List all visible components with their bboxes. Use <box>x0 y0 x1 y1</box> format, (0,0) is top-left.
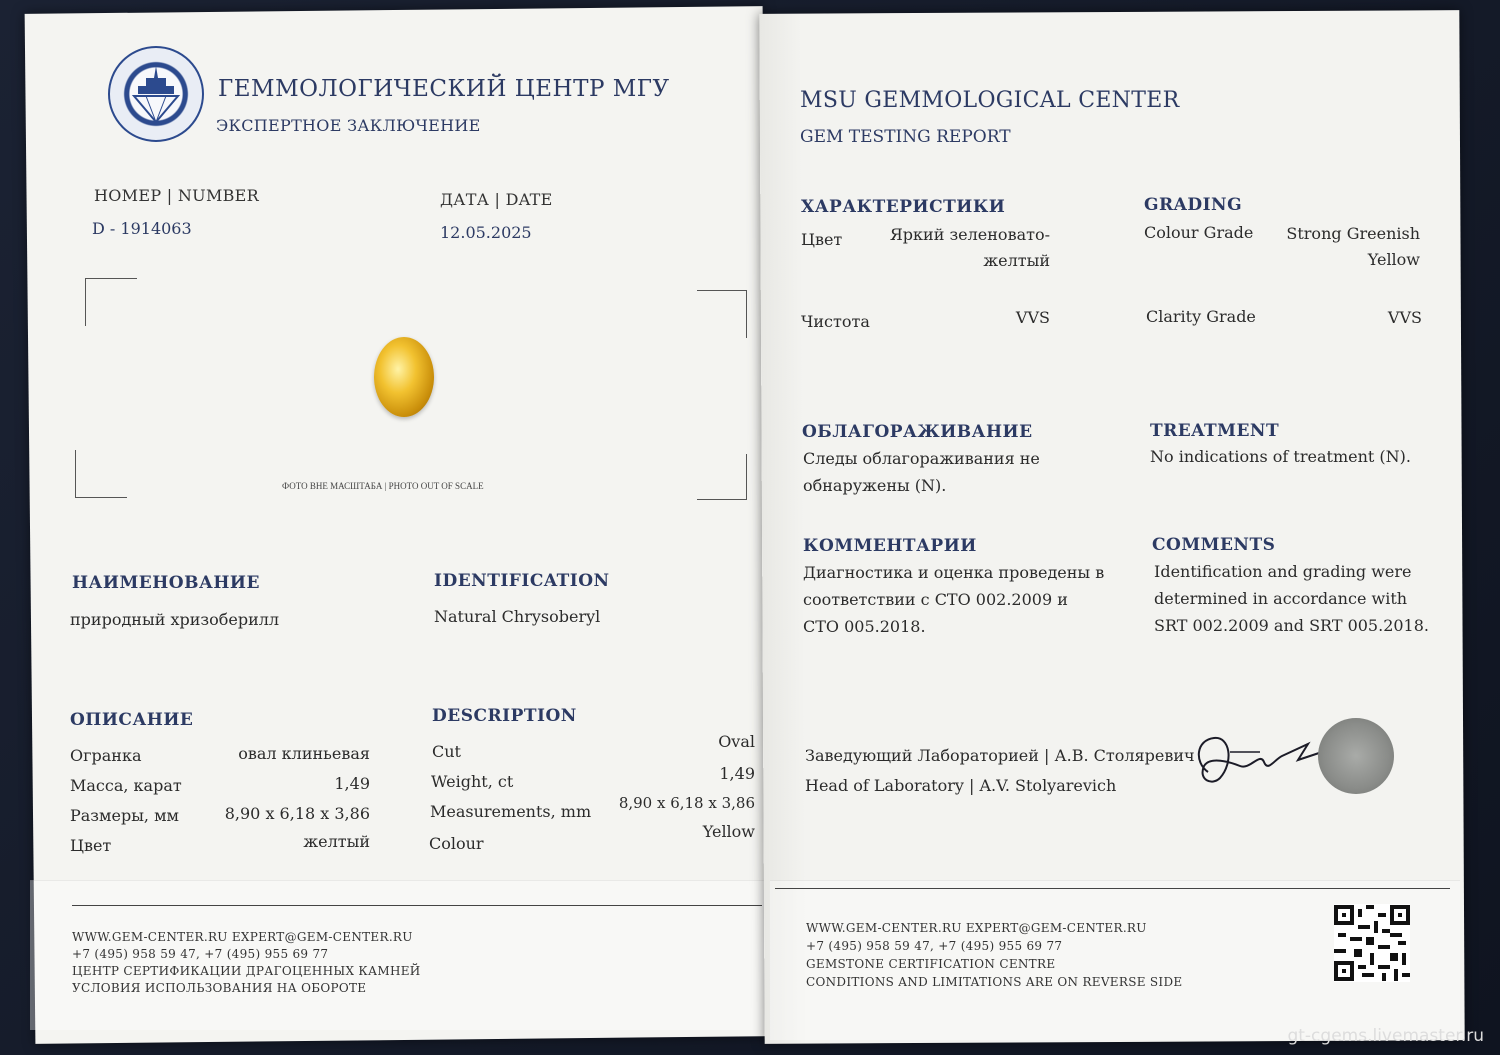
footer-line: ЦЕНТР СЕРТИФИКАЦИИ ДРАГОЦЕННЫХ КАМНЕЙ <box>72 964 421 978</box>
comments-en-text: Identification and grading were <box>1154 562 1412 581</box>
colour-en-value: Strong Greenish <box>1286 224 1420 243</box>
desc-en-row-value: Yellow <box>702 822 755 841</box>
gemstone-photo <box>374 337 434 417</box>
grading-label: GRADING <box>1144 195 1243 215</box>
identification-ru-label: НАИМЕНОВАНИЕ <box>72 573 260 593</box>
desc-ru-row-label: Огранка <box>70 746 142 765</box>
msu-logo-icon <box>108 46 204 142</box>
desc-en-row-value: 1,49 <box>719 764 755 783</box>
treatment-en-text: No indications of treatment (N). <box>1150 447 1411 466</box>
description-en-label: DESCRIPTION <box>432 706 577 726</box>
desc-en-row-value: Oval <box>718 732 755 751</box>
head-of-lab-ru: Заведующий Лабораторией | А.В. Столяревич <box>805 746 1195 765</box>
colour-ru-value: Яркий зеленовато- <box>889 225 1050 244</box>
comments-en-label: COMMENTS <box>1152 535 1276 555</box>
footer-line: WWW.GEM-CENTER.RU EXPERT@GEM-CENTER.RU <box>806 921 1147 935</box>
lab-seal-icon <box>1318 718 1394 794</box>
identification-en-value: Natural Chrysoberyl <box>434 607 601 626</box>
footer-line: GEMSTONE CERTIFICATION CENTRE <box>806 957 1056 971</box>
footer-divider <box>775 888 1450 889</box>
colour-en-value: Yellow <box>1367 250 1420 269</box>
desc-en-row-label: Colour <box>429 834 484 853</box>
desc-ru-row-value: желтый <box>303 832 370 851</box>
treatment-ru-text: обнаружены (N). <box>803 476 947 495</box>
photo-frame-corner <box>697 290 747 338</box>
clarity-ru-value: VVS <box>1015 308 1050 327</box>
identification-ru-value: природный хризоберилл <box>70 610 280 629</box>
clarity-en-value: VVS <box>1387 308 1422 327</box>
desc-ru-row-value: 1,49 <box>334 774 370 793</box>
desc-ru-row-label: Масса, карат <box>70 776 182 795</box>
comments-en-text: SRT 002.2009 and SRT 005.2018. <box>1154 616 1429 635</box>
comments-ru-text: соответствии с СТО 002.2009 и <box>803 590 1068 609</box>
desc-en-row-label: Weight, ct <box>431 772 514 791</box>
date-value: 12.05.2025 <box>440 223 532 242</box>
characteristics-label: ХАРАКТЕРИСТИКИ <box>801 197 1006 217</box>
description-ru-label: ОПИСАНИЕ <box>70 710 194 730</box>
desc-en-row-label: Measurements, mm <box>430 802 592 821</box>
footer-line: +7 (495) 958 59 47, +7 (495) 955 69 77 <box>72 947 329 961</box>
number-value: D - 1914063 <box>92 219 192 238</box>
desc-ru-row-value: овал клиньевая <box>238 744 370 763</box>
photo-frame-corner <box>75 450 127 498</box>
head-of-lab-en: Head of Laboratory | A.V. Stolyarevich <box>805 776 1117 795</box>
treatment-ru-label: ОБЛАГОРАЖИВАНИЕ <box>802 422 1033 442</box>
footer-line: УСЛОВИЯ ИСПОЛЬЗОВАНИЯ НА ОБОРОТЕ <box>72 981 367 995</box>
desc-en-row-value: 8,90 x 6,18 x 3,86 <box>618 794 755 812</box>
colour-ru-label: Цвет <box>801 230 843 249</box>
clarity-en-label: Clarity Grade <box>1146 307 1256 326</box>
identification-en-label: IDENTIFICATION <box>434 571 610 591</box>
org-subtitle-ru: ЭКСПЕРТНОЕ ЗАКЛЮЧЕНИЕ <box>216 116 481 135</box>
treatment-en-label: TREATMENT <box>1150 421 1280 441</box>
org-title-en: MSU GEMMOLOGICAL CENTER <box>800 88 1180 113</box>
footer-line: +7 (495) 958 59 47, +7 (495) 955 69 77 <box>806 939 1063 953</box>
photo-frame-corner <box>85 278 137 326</box>
colour-en-label: Colour Grade <box>1144 223 1254 242</box>
comments-ru-label: КОММЕНТАРИИ <box>803 536 977 556</box>
desc-ru-row-label: Размеры, мм <box>70 806 179 825</box>
footer-line: CONDITIONS AND LIMITATIONS ARE ON REVERSE SIDE <box>806 975 1183 989</box>
photo-caption: ФОТО ВНЕ МАСШТАБА | PHOTO OUT OF SCALE <box>282 481 484 491</box>
desc-en-row-label: Cut <box>432 742 461 761</box>
org-title-ru: ГЕММОЛОГИЧЕСКИЙ ЦЕНТР МГУ <box>218 76 670 102</box>
qr-code-icon[interactable] <box>1334 904 1410 982</box>
photo-frame-corner <box>697 454 747 500</box>
footer-divider <box>72 905 762 906</box>
signature-icon <box>1190 722 1330 794</box>
date-label: ДАТА | DATE <box>440 190 553 209</box>
colour-ru-value: желтый <box>983 251 1050 270</box>
clarity-ru-label: Чистота <box>801 312 870 331</box>
desc-ru-row-label: Цвет <box>70 836 112 855</box>
treatment-ru-text: Следы облагораживания не <box>803 449 1040 468</box>
watermark: gt-cgems.livemaster.ru <box>1287 1026 1484 1046</box>
comments-en-text: determined in accordance with <box>1154 589 1408 608</box>
desc-ru-row-value: 8,90 x 6,18 x 3,86 <box>224 804 370 823</box>
org-subtitle-en: GEM TESTING REPORT <box>800 127 1011 147</box>
comments-ru-text: Диагностика и оценка проведены в <box>803 563 1105 582</box>
footer-line: WWW.GEM-CENTER.RU EXPERT@GEM-CENTER.RU <box>72 930 413 944</box>
comments-ru-text: СТО 005.2018. <box>803 617 926 636</box>
number-label: НОМЕР | NUMBER <box>94 186 260 205</box>
